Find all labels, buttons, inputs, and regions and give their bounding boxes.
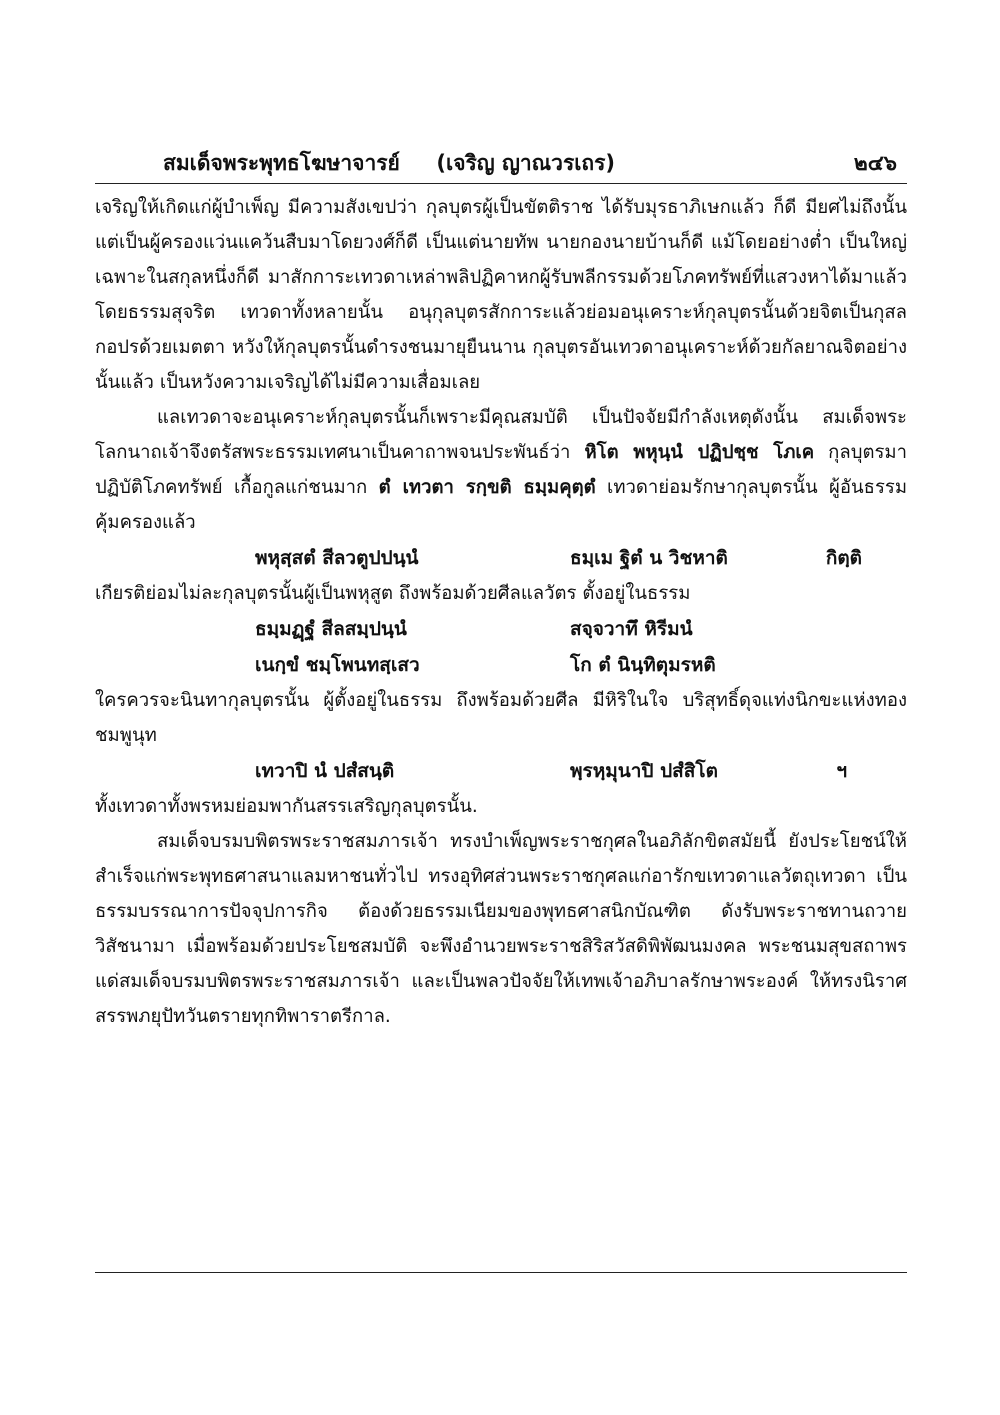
verse-line-1 <box>95 540 907 576</box>
verse-line-3 <box>95 647 907 683</box>
paragraph-2-part-a: แลเทวดาจะอนุเคราะห์กุลบุตรนั้นก็เพราะมีคุณสมบัติ เป็นปัจจัยมีกำลังเหตุดังนั้น สมเด็จพระโลกนาถเจ้าจึงตรัสพระธรรมเทศนาเป็นคาถาพจนประพันธ์ว่า <box>95 407 907 463</box>
pali-phrase-2: ตํ เทวตา รกฺขติ ธมฺมคุตฺตํ <box>378 477 596 498</box>
page-header <box>95 147 907 183</box>
body-text <box>95 190 907 1034</box>
verse-1-second: ธมฺเม ฐิตํ น วิชหาติ <box>570 546 728 569</box>
footer-rule <box>95 1272 907 1273</box>
paragraph-5: ทั้งเทวดาทั้งพรหมย่อมพากันสรรเสริญกุลบุตรนั้น. <box>95 796 478 817</box>
pali-phrase-1: หิโต พหุนฺนํ ปฏิปชฺช โภเค <box>584 442 815 463</box>
page-number: ๒๔๖ <box>853 151 897 175</box>
verse-2-first: ธมฺมฏฺฐํ สีลสมฺปนฺนํ <box>255 617 407 640</box>
paragraph-1: เจริญให้เกิดแก่ผู้บำเพ็ญ มีความสังเขปว่า กุลบุตรผู้เป็นขัตติราช ได้รับมุรธาภิเษกแล้ว ก็ดี มียศไม่ถึงนั้น แต่เป็นผู้ครองแว่นแคว้นสืบมาโดยวงศ์ก็ดี เป็นแต่นายทัพ นายกองนายบ้านก็ดี แม้โดยอย่างต่ำ เป็นใหญ่ เฉพาะในสกุลหนึ่งก็ดี มาสักการะเทวดาเหล่าพลิปฏิคาหกผู้รับพลีกรรมด้วยโภคทรัพย์ที่แสวงหาได้มาแล้วโดยธรรมสุจริต เทวดาทั้งหลายนั้น อนุกุลบุตรสักการะแล้วย่อมอนุเคราะห์กุลบุตรนั้นด้วยจิตเป็นกุสลกอปรด้วยเมตตา หวังให้กุลบุตรนั้นดำรงชนมายุยืนนาน กุลบุตรอันเทวดาอนุเคราะห์ด้วยกัลยาณจิตอย่างนั้นแล้ว เป็นหวังความเจริญได้ไม่มีความเสื่อมเลย <box>95 197 907 393</box>
verse-4-second: พฺรหฺมุนาปิ ปสํสิโต <box>570 759 718 782</box>
verse-4-first: เทวาปิ นํ ปสํสนฺติ <box>255 759 395 782</box>
paragraph-4: ใครควรจะนินทากุลบุตรนั้น ผู้ตั้งอยู่ในธรรม ถึงพร้อมด้วยศีล มีหิริในใจ บริสุทธิ์ดุจแท่งนิกขะแห่งทองชมพูนุท <box>95 690 907 746</box>
verse-1-third: กิตฺติ <box>825 546 862 569</box>
paragraph-3: เกียรติย่อมไม่ละกุลบุตรนั้นผู้เป็นพหุสูต ถึงพร้อมด้วยศีลแลวัตร ตั้งอยู่ในธรรม <box>95 583 691 604</box>
verse-3-first: เนกฺขํ ชมฺโพนทสฺเสว <box>255 653 420 676</box>
running-title: สมเด็จพระพุทธโฆษาจารย์ (เจริญ ญาณวรเถร) <box>163 151 615 175</box>
paragraph-2 <box>95 400 907 540</box>
header-rule <box>95 183 907 184</box>
paragraph-2-part-c: กุลบุตรมาปฏิบัติโภคทรัพย์ เกื้อกูลแก่ชนมาก <box>95 442 907 498</box>
verse-1-first: พหุสฺสตํ สีลวตูปปนฺนํ <box>255 546 419 569</box>
verse-3-second: โก ตํ นินฺทิตุมรหติ <box>570 653 716 676</box>
verse-2-second: สจฺจวาทึ หิรีมนํ <box>570 617 693 640</box>
verse-line-4 <box>95 753 907 789</box>
verse-4-end-mark: ฯ <box>836 759 847 782</box>
paragraph-2-part-d: เทวดาย่อมรักษากุลบุตรนั้น ผู้อันธรรมคุ้มครองแล้ว <box>95 477 908 533</box>
paragraph-6: สมเด็จบรมบพิตรพระราชสมภารเจ้า ทรงบำเพ็ญพระราชกุศลในอภิลักขิตสมัยนี้ ยังประโยชน์ให้สำเร็จแก่พระพุทธศาสนาแลมหาชนทั่วไป ทรงอุทิศส่วนพระราชกุศลแก่อารักขเทวดาแลวัตถุเทวดา เป็นธรรมบรรณาการปัจจุปการกิจ ต้องด้วยธรรมเนียมของพุทธศาสนิกบัณฑิต ดังรับพระราชทานถวายวิสัชนามา เมื่อพร้อมด้วยประโยชสมบัติ จะพึงอำนวยพระราชสิริสวัสดิพิพัฒนมงคล พระชนมสุขสถาพรแด่สมเด็จบรมบพิตรพระราชสมภารเจ้า และเป็นพลวปัจจัยให้เทพเจ้าอภิบาลรักษาพระองค์ ให้ทรงนิราศสรรพภยุปัทวันตรายทุกทิพาราตรีกาล. <box>95 831 907 1027</box>
verse-line-2 <box>95 611 907 647</box>
